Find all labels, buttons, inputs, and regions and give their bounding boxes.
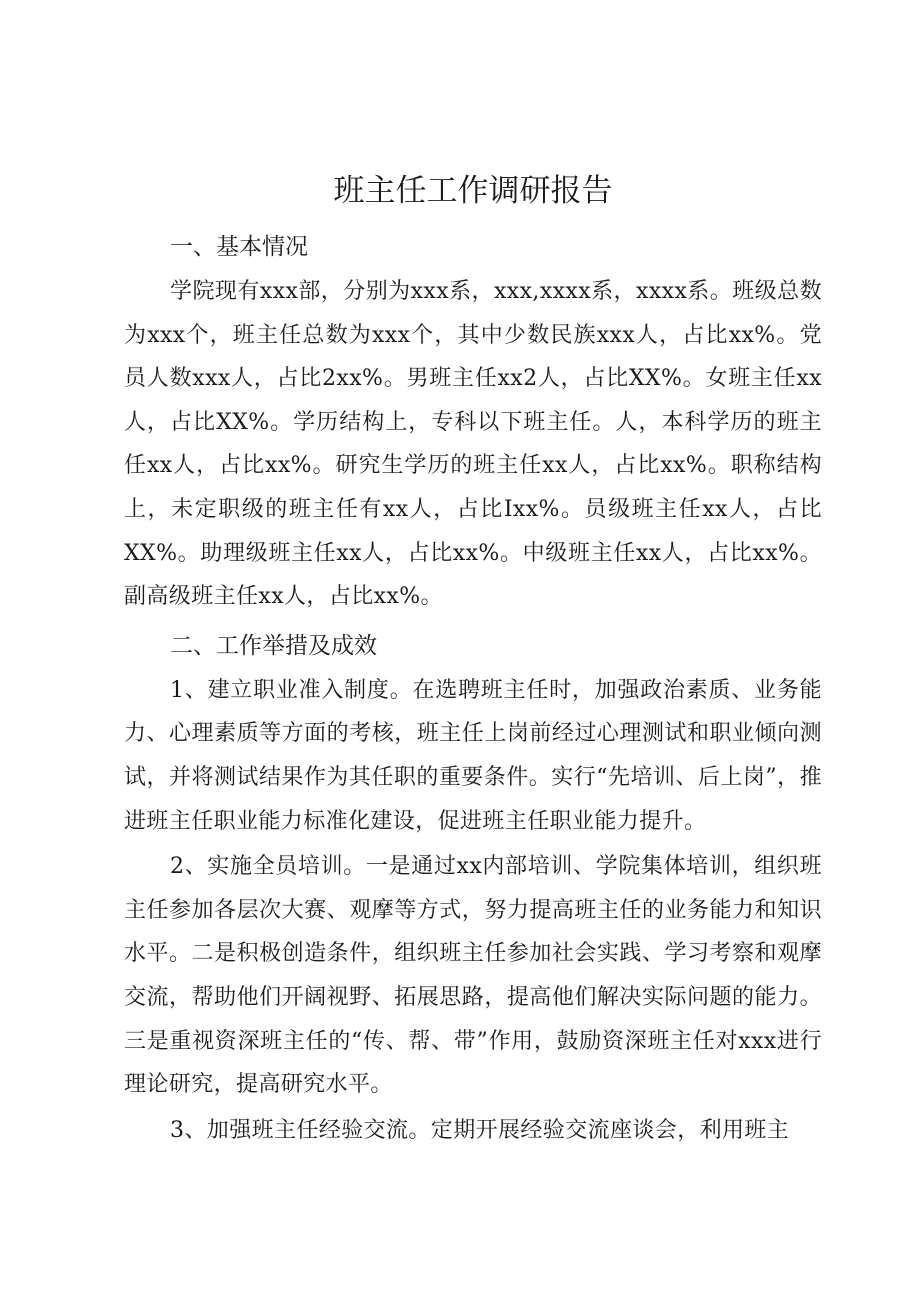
paragraph-measure-2: 2、实施全员培训。一是通过xx内部培训、学院集体培训，组织班主任参加各层次大赛、观摩等方式，努力提高班主任的业务能力和知识水平。二是积极创造条件，组织班主任参加社会实践、学习考察和观摩交流，帮助他们开阔视野、拓展思路，提高他们解决实际问题的能力。三是重视资深班主任的“传、帮、带”作用，鼓励资深班主任对xxx进行理论研究，提高研究水平。 [124, 854, 822, 1098]
section-heading-measures: 二、工作举措及成效 [170, 632, 377, 659]
section-heading-basic-info: 一、基本情况 [170, 234, 308, 260]
paragraph-measure-3: 3、加强班主任经验交流。定期开展经验交流座谈会，利用班主 [170, 1117, 790, 1143]
paragraph-basic-info: 学院现有xxx部，分别为xxx系，xxx,xxxx系，xxxx系。班级总数为xxx个，班主任总数为xxx个，其中少数民族xxx人，占比xx%。党员人数xxx人，占比2xx%。男班主任xx2人，占比XX%。女班主任xx人，占比XX%。学历结构上，专科以下班主任。人，本科学历的班主任xx人，占比xx%。研究生学历的班主任xx人，占比xx%。职称结构上，未定职级的班主任有xx人，占比Ixx%。员级班主任xx人，占比XX%。助理级班主任xx人，占比xx%。中级班主任xx人，占比xx%。副高级班主任xx人，占比xx%。 [124, 279, 822, 610]
paragraph-measure-1: 1、建立职业准入制度。在选聘班主任时，加强政治素质、业务能力、心理素质等方面的考核，班主任上岗前经过心理测试和职业倾向测试，并将测试结果作为其任职的重要条件。实行“先培训、后上岗”，推进班主任职业能力标准化建设，促进班主任职业能力提升。 [124, 677, 822, 834]
document-title: 班主任工作调研报告 [333, 173, 613, 209]
document-page [124, 168, 822, 1152]
